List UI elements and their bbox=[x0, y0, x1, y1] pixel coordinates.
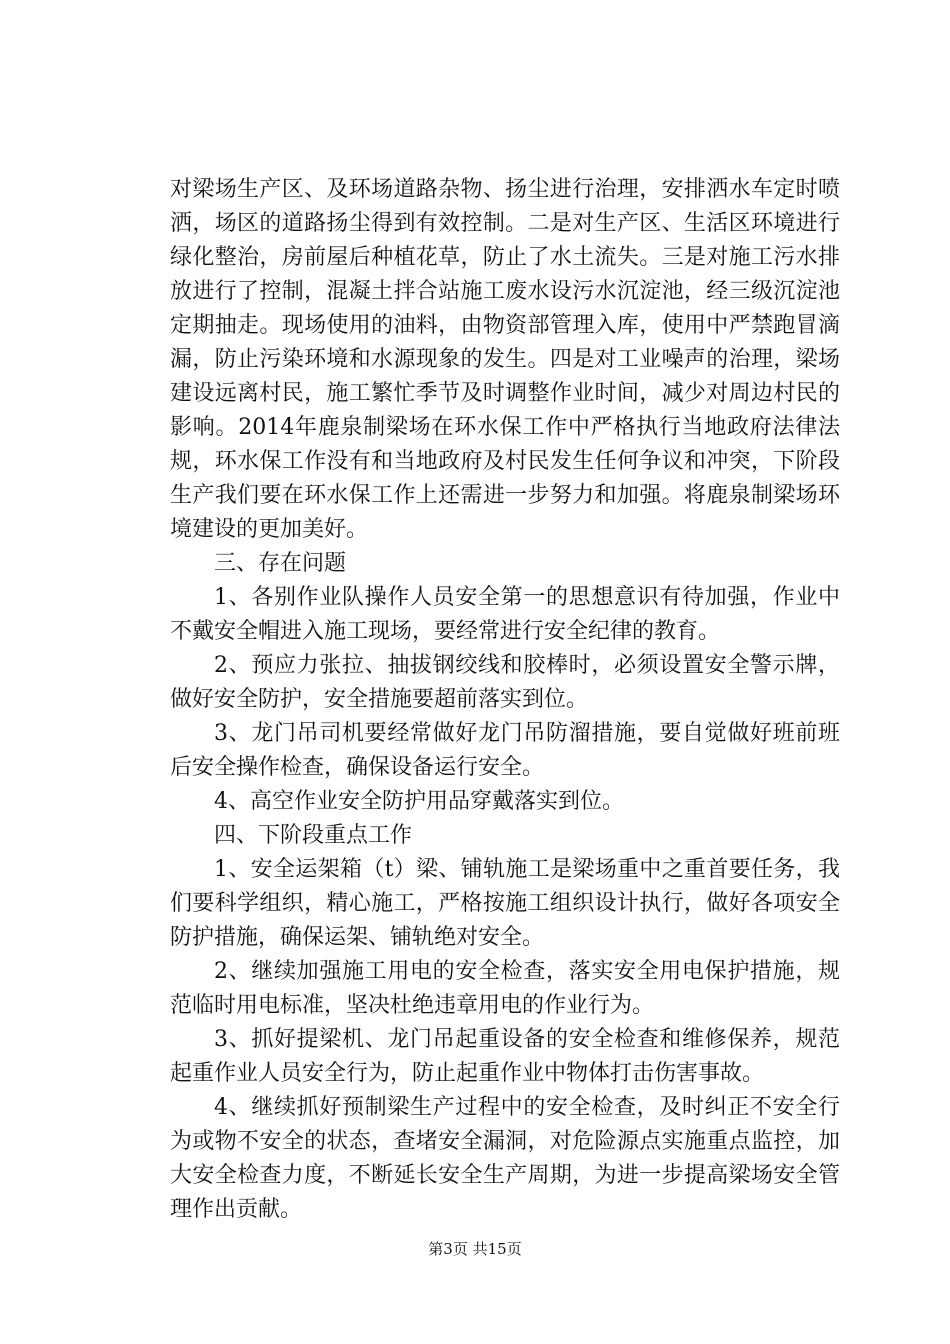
paragraph-environment-continued: 对梁场生产区、及环场道路杂物、扬尘进行治理，安排洒水车定时喷洒，场区的道路扬尘得到有效控制。二是对生产区、生活区环境进行绿化整治，房前屋后种植花草，防止了水土流失。三是对施工污水排放进行了控制，混凝土拌合站施工废水设污水沉淀池，经三级沉淀池定期抽走。现场使用的油料，由物资部管理入库，使用中严禁跑冒滴漏，防止污染环境和水源现象的发生。四是对工业噪声的治理，梁场建设远离村民，施工繁忙季节及时调整作业时间，减少对周边村民的影响。2014年鹿泉制梁场在环水保工作中严格执行当地政府法律法规，环水保工作没有和当地政府及村民发生任何争议和冲突，下阶段生产我们要在环水保工作上还需进一步努力和加强。将鹿泉制梁场环境建设的更加美好。 bbox=[170, 177, 840, 542]
section-heading-next-work: 四、下阶段重点工作 bbox=[214, 823, 413, 848]
problem-item-4: 4、高空作业安全防护用品穿戴落实到位。 bbox=[214, 789, 624, 814]
problem-item-3: 3、龙门吊司机要经常做好龙门吊防溜措施，要自觉做好班前班后安全操作检查，确保设备运行安全。 bbox=[170, 721, 840, 780]
problem-item-2: 2、预应力张拉、抽拔钢绞线和胶棒时，必须设置安全警示牌，做好安全防护，安全措施要超前落实到位。 bbox=[170, 653, 840, 712]
problem-item-1: 1、各别作业队操作人员安全第一的思想意识有待加强，作业中不戴安全帽进入施工现场，要经常进行安全纪律的教育。 bbox=[170, 585, 840, 644]
page-number-footer: 第3页 共15页 bbox=[428, 1240, 522, 1258]
next-work-item-1: 1、安全运架箱（t）梁、铺轨施工是梁场重中之重首要任务，我们要科学组织，精心施工，严格按施工组织设计执行，做好各项安全防护措施，确保运架、铺轨绝对安全。 bbox=[170, 857, 840, 950]
document-body bbox=[170, 173, 840, 1227]
section-heading-problems: 三、存在问题 bbox=[214, 551, 347, 576]
next-work-item-3: 3、抓好提梁机、龙门吊起重设备的安全检查和维修保养，规范起重作业人员安全行为，防止起重作业中物体打击伤害事故。 bbox=[170, 1027, 840, 1086]
next-work-item-2: 2、继续加强施工用电的安全检查，落实安全用电保护措施，规范临时用电标准，坚决杜绝违章用电的作业行为。 bbox=[170, 959, 840, 1018]
next-work-item-4: 4、继续抓好预制梁生产过程中的安全检查，及时纠正不安全行为或物不安全的状态，查堵安全漏洞，对危险源点实施重点监控，加大安全检查力度，不断延长安全生产周期，为进一步提高梁场安全管理作出贡献。 bbox=[170, 1095, 840, 1222]
